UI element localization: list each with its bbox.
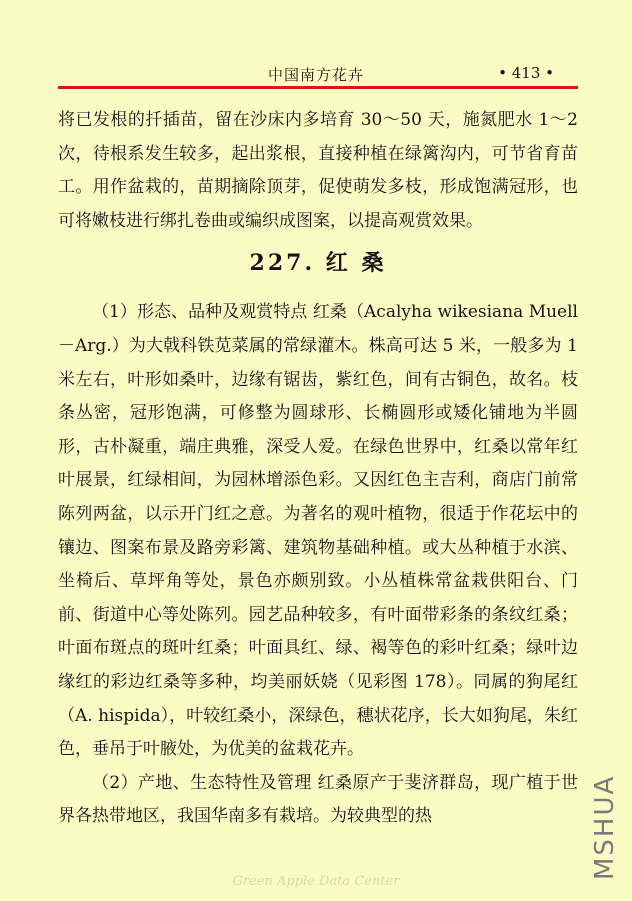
- header-rule: [58, 86, 578, 89]
- paragraph-morphology: （1）形态、品种及观赏特点 红桑（Acalyha wikesiana Muell－Arg.）为大戟科铁苋菜属的常绿灌木。株高可达 5 米，一般多为 1 米左右，叶形如桑叶，边缘有锯齿，紫红色，间有古铜色，故名。枝条丛密，冠形饱满，可修整为圆球形、长椭圆形或矮化铺地为半圆形，古朴凝重，端庄典雅，深受人爱。在绿色世界中，红桑以常年红叶展景，红绿相间，为园林增添色彩。又因红色主吉利，商店门前常陈列两盆，以示开门红之意。为著名的观叶植物，很适于作花坛中的镶边、图案布景及路旁彩篱、建筑物基础种植。或大丛种植于水滨、坐椅后、草坪角等处，景色亦颇别致。小丛植株常盆栽供阳台、门前、街道中心等处陈列。园艺品种较多，有叶面带彩条的条纹红桑；叶面布斑点的斑叶红桑；叶面具红、绿、褐等色的彩叶红桑；绿叶边缘红的彩边红桑等多种，均美丽妖娆（见彩图 178）。同属的狗尾红（A. hispida），叶较红桑小，深绿色，穗状花序，长大如狗尾，朱红色，垂吊于叶腋处，为优美的盆栽花卉。: [58, 302, 578, 760]
- footer-watermark: Green Apple Data Center: [232, 874, 400, 889]
- page-header: [58, 60, 578, 84]
- page-body: [58, 104, 578, 834]
- section-title: 227. 红 桑: [249, 250, 387, 277]
- page-number: • 413 •: [498, 64, 554, 82]
- paragraph-origin: （2）产地、生态特性及管理 红桑原产于斐济群岛，现广植于世界各热带地区，我国华南多有栽培。为较典型的热: [58, 772, 578, 827]
- intro-paragraph: 将已发根的扦插苗，留在沙床内多培育 30～50 天，施氮肥水 1～2 次，待根系发生较多，起出浆根，直接种植在绿篱沟内，可节省育苗工。用作盆栽的，苗期摘除顶芽，促使萌发多枝，形成饱满冠形，也可将嫩枝进行绑扎卷曲或编织成图案，以提高观赏效果。: [58, 110, 578, 231]
- book-title: 中国南方花卉: [268, 66, 365, 84]
- side-watermark: MSHUA: [590, 774, 620, 880]
